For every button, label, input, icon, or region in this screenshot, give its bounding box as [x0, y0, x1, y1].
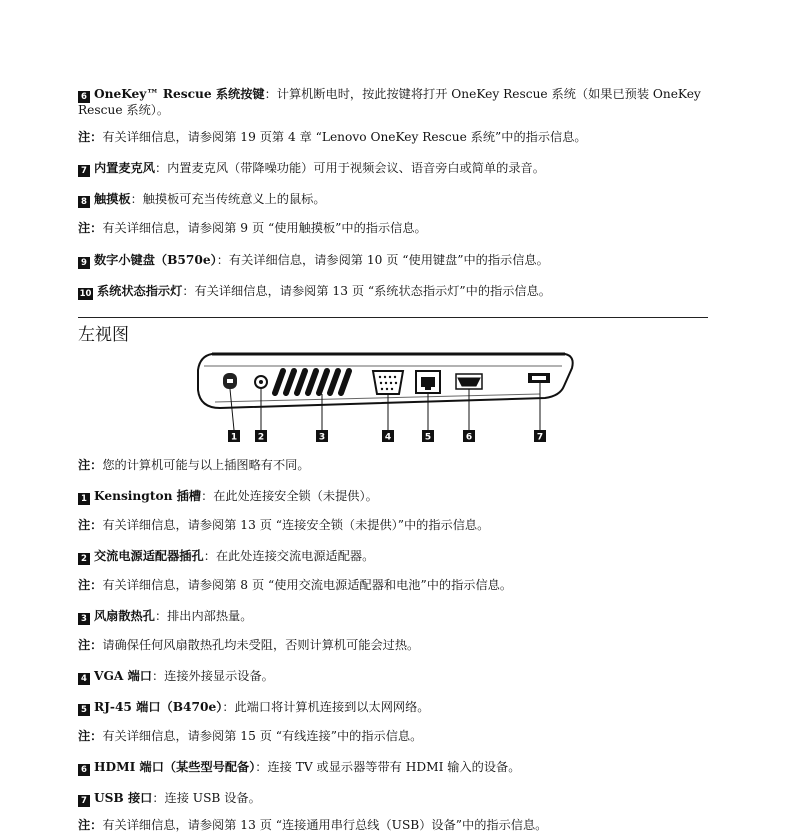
note-label: 注： — [78, 130, 103, 144]
note-usb — [78, 818, 710, 833]
item-usb-port — [78, 791, 710, 807]
item-title: RJ-45 端口（B470e） — [94, 700, 223, 714]
note-label: 注： — [78, 638, 103, 652]
callout-label-2: 2 — [257, 432, 265, 443]
note-text: 有关详细信息，请参阅第 13 页 “连接通用串行总线（USB）设备”中的指示信息。 — [102, 818, 548, 832]
callout-label-4: 4 — [384, 432, 392, 443]
item-title: Kensington 插槽 — [94, 489, 202, 503]
item-title: USB 接口 — [94, 791, 153, 805]
note-onekey — [78, 130, 710, 145]
item-text: ：连接 TV 或显示器等带有 HDMI 输入的设备。 — [255, 760, 521, 774]
callout-label-1: 1 — [230, 432, 238, 443]
item-text: ：有关详细信息，请参阅第 13 页 “系统状态指示灯”中的指示信息。 — [182, 284, 551, 298]
item-title: 数字小键盘（B570e） — [94, 253, 217, 267]
usb-port-icon — [528, 373, 550, 383]
item-text: ：内置麦克风（带降噪功能）可用于视频会议、语音旁白或简单的录音。 — [154, 161, 545, 175]
note-text: 有关详细信息，请参阅第 19 页第 4 章 “Lenovo OneKey Rescue 系统”中的指示信息。 — [102, 130, 587, 144]
item-text: ：连接 USB 设备。 — [152, 791, 261, 805]
callout-number: 9 — [78, 257, 90, 269]
note-label: 注： — [78, 518, 103, 532]
item-touchpad — [78, 192, 710, 208]
item-ac-adapter-jack — [78, 549, 710, 565]
item-title: 交流电源适配器插孔 — [94, 549, 204, 563]
callout-number: 6 — [78, 764, 90, 776]
item-text: ：计算机断电时，按此按键将打开 OneKey Rescue 系统（如果已预装 OneKey Rescue 系统）。 — [78, 87, 701, 117]
item-microphone — [78, 161, 710, 177]
item-text: ：此端口将计算机连接到以太网网络。 — [222, 700, 430, 714]
callout-4 — [382, 430, 394, 443]
item-title: 风扇散热孔 — [94, 609, 155, 623]
note-kensington — [78, 518, 710, 533]
callout-number: 3 — [78, 613, 90, 625]
note-ac-adapter — [78, 578, 710, 593]
callout-number: 10 — [79, 289, 92, 299]
callout-3 — [316, 430, 328, 443]
item-text: ：触摸板可充当传统意义上的鼠标。 — [130, 192, 326, 206]
item-hdmi-port — [78, 760, 710, 776]
note-fan-vents — [78, 638, 710, 653]
item-title: HDMI 端口（某些型号配备） — [94, 760, 256, 774]
callout-2 — [255, 430, 267, 443]
item-fan-vents — [78, 609, 710, 625]
note-text: 有关详细信息，请参阅第 8 页 “使用交流电源适配器和电池”中的指示信息。 — [102, 578, 513, 592]
note-text: 有关详细信息，请参阅第 9 页 “使用触摸板”中的指示信息。 — [102, 221, 427, 235]
note-label: 注： — [78, 818, 103, 832]
callout-number: 7 — [78, 165, 90, 177]
callout-number: 5 — [78, 704, 90, 716]
section-divider — [78, 317, 708, 318]
vga-port-icon — [373, 371, 403, 394]
note-text: 请确保任何风扇散热孔均未受阻，否则计算机可能会过热。 — [102, 638, 420, 652]
note-label: 注： — [78, 578, 103, 592]
item-title: 触摸板 — [94, 192, 131, 206]
item-text: ：排出内部热量。 — [154, 609, 253, 623]
item-title: 内置麦克风 — [94, 161, 155, 175]
callout-number: 4 — [78, 673, 90, 685]
note-label: 注： — [78, 729, 103, 743]
item-text: ：在此处连接安全锁（未提供）。 — [201, 489, 378, 503]
callout-6 — [463, 430, 475, 443]
callout-7 — [534, 430, 546, 443]
item-title: 系统状态指示灯 — [97, 284, 183, 298]
item-text: ：在此处连接交流电源适配器。 — [203, 549, 375, 563]
callout-number: 6 — [78, 91, 90, 103]
callout-number: 1 — [78, 493, 90, 505]
callout-label-5: 5 — [424, 432, 432, 443]
item-rj45-port — [78, 700, 710, 716]
note-text: 有关详细信息，请参阅第 15 页 “有线连接”中的指示信息。 — [102, 729, 423, 743]
item-numeric-keypad — [78, 253, 710, 269]
diagram-note — [78, 458, 710, 473]
item-status-indicators — [78, 284, 710, 300]
note-text: 有关详细信息，请参阅第 13 页 “连接安全锁（未提供）”中的指示信息。 — [102, 518, 490, 532]
note-label: 注： — [78, 221, 103, 235]
callout-label-3: 3 — [318, 432, 326, 443]
item-text: ：连接外接显示设备。 — [151, 669, 274, 683]
callout-number: 2 — [78, 553, 90, 565]
note-label: 注： — [78, 458, 103, 472]
item-onekey-rescue-button — [78, 87, 710, 118]
note-touchpad — [78, 221, 710, 236]
callout-label-7: 7 — [536, 432, 544, 443]
callout-1 — [228, 430, 240, 443]
callout-number: 7 — [78, 795, 90, 807]
item-text: ：有关详细信息，请参阅第 10 页 “使用键盘”中的指示信息。 — [216, 253, 549, 267]
item-title: VGA 端口 — [94, 669, 152, 683]
callout-label-6: 6 — [465, 432, 473, 443]
section-title: 左视图 — [78, 325, 129, 345]
item-title: OneKey™ Rescue 系统按键 — [94, 87, 265, 101]
note-rj45 — [78, 729, 710, 744]
item-kensington — [78, 489, 710, 505]
rj45-port-icon — [416, 371, 440, 393]
callout-number: 8 — [78, 196, 90, 208]
note-text: 您的计算机可能与以上插图略有不同。 — [102, 458, 310, 472]
item-vga-port — [78, 669, 710, 685]
callout-5 — [422, 430, 434, 443]
laptop-left-side-diagram — [190, 346, 580, 444]
